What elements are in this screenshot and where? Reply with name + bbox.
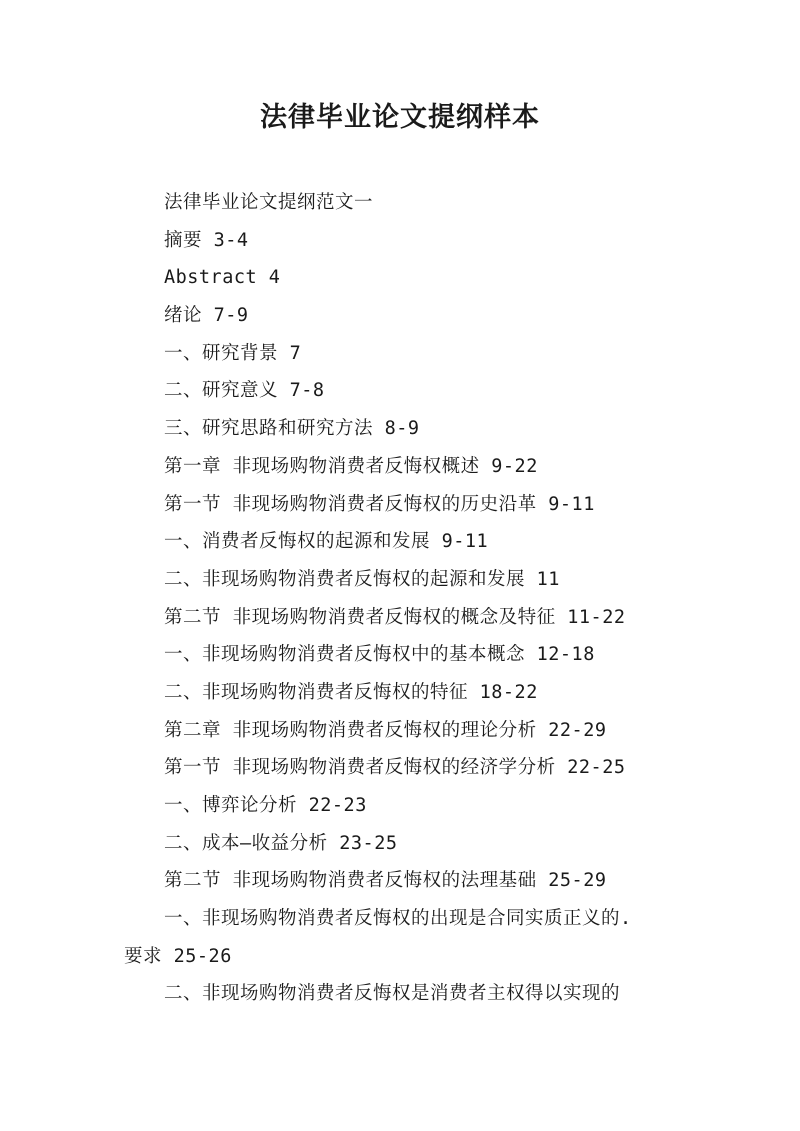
outline-line: 二、非现场购物消费者反悔权的特征 18-22 (164, 681, 538, 703)
outline-line: 一、博弈论分析 22-23 (164, 795, 367, 816)
outline-line-continuation: 要求 25-26 (124, 945, 232, 967)
outline-line: 第二节 非现场购物消费者反悔权的概念及特征 11-22 (164, 606, 626, 628)
outline-line: 第一节 非现场购物消费者反悔权的经济学分析 22-25 (164, 757, 626, 779)
outline-line: 二、成本—收益分析 23-25 (164, 832, 398, 854)
outline-line: 第二章 非现场购物消费者反悔权的理论分析 22-29 (164, 719, 607, 741)
document-title: 法律毕业论文提纲样本 (260, 102, 540, 133)
outline-line: 二、非现场购物消费者反悔权是消费者主权得以实现的 (164, 983, 621, 1005)
outline-line: 三、研究思路和研究方法 8-9 (164, 418, 420, 440)
outline-line: 摘要 3-4 (164, 229, 249, 251)
outline-line: 法律毕业论文提纲范文一 (164, 192, 374, 213)
outline-line: 绪论 7-9 (164, 305, 249, 327)
outline-line: 第一章 非现场购物消费者反悔权概述 9-22 (164, 455, 538, 477)
outline-list (124, 184, 684, 1013)
outline-line: 第二节 非现场购物消费者反悔权的法理基础 25-29 (164, 870, 607, 892)
outline-line: 一、非现场购物消费者反悔权的出现是合同实质正义的. (164, 908, 632, 930)
outline-line: 二、非现场购物消费者反悔权的起源和发展 11 (164, 568, 560, 590)
outline-line: 二、研究意义 7-8 (164, 380, 325, 402)
outline-line: Abstract 4 (164, 267, 281, 289)
outline-line: 第一节 非现场购物消费者反悔权的历史沿革 9-11 (164, 493, 595, 515)
outline-line: 一、非现场购物消费者反悔权中的基本概念 12-18 (164, 644, 595, 666)
outline-line: 一、消费者反悔权的起源和发展 9-11 (164, 531, 489, 553)
outline-line: 一、研究背景 7 (164, 342, 302, 364)
